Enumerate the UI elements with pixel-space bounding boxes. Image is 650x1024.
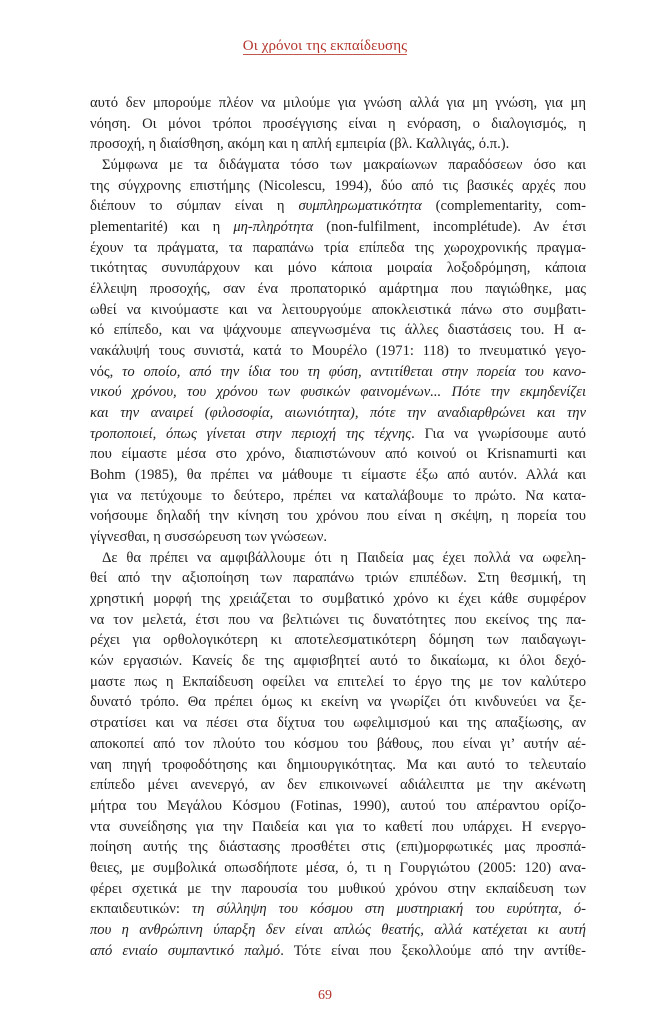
text-run: Σύμφωνα με τα διδάγματα τόσο των μακραίωνων παραδόσεων όσο και [102, 157, 586, 174]
text-line [90, 920, 586, 941]
text-line [90, 341, 586, 362]
text-line [90, 382, 586, 403]
text-line [90, 755, 586, 776]
text-line [90, 837, 586, 858]
text-line [90, 672, 586, 693]
text-run: τικότητας συνυπάρχουν και μόνο κάποια μοιραία λοξοδρόμηση, κάποια [90, 260, 586, 277]
text-run: διέπουν το σύμπαν είναι η [90, 198, 299, 215]
text-run: νόηση. Οι μόνοι τρόποι προσέγγισης είναι η ενόραση, ο διαλογισμός, η [90, 115, 586, 132]
page-number: 69 [318, 988, 332, 1003]
text-run: χρηστική μορφή της χρειάζεται το συμβατικό χρόνο κι έχει κάθε συμφέρον [90, 591, 586, 608]
text-run: . Για να γνωρίσουμε αυτό [411, 425, 586, 442]
text-line [90, 486, 586, 507]
text-line [90, 465, 586, 486]
text-run: να τον μελετά, έτσι που να βελτιώνει τις δυνατότητες που εκείνος της πα- [90, 611, 586, 628]
text-line [90, 320, 586, 341]
text-run: . Τότε είναι που ξεκολλούμε από την αντίθε- [280, 942, 587, 959]
text-run: που είμαστε μέσα στο χρόνο, διαπιστώνουν από κοινού οι Krisnamurti και [90, 446, 586, 463]
text-run: νακάλυψή τους συνιστά, κατά το Μουρέλο (1971: 118) το πνευματικό γεγο- [90, 343, 586, 360]
text-line [90, 899, 586, 920]
text-run: δυνατό τρόπο. Θα πρέπει όμως κι εκείνη να γνωρίζει ότι κινδυνεύει να ξε- [90, 694, 586, 711]
text-line [90, 879, 586, 900]
text-run: ωθεί να κινούμαστε και να λειτουργούμε αποκλειστικά πάνω στο συμβατι- [90, 301, 586, 318]
text-run: αποκοπεί από τον πλούτο του κόσμου του βάθους, που είναι γι’ αυτήν αέ- [90, 735, 586, 752]
text-line [90, 444, 586, 465]
italic-text: νικού χρόνου, του χρόνου των φυσικών φαινομένων... Πότε την εκμηδενίζει [90, 384, 586, 401]
text-run: προσοχή, η διαίσθηση, ακόμη και η απλή εμπειρία (βλ. Καλλιγάς, ό.π.). [90, 136, 510, 153]
text-run: μαστε πως η Εκπαίδευση οφείλει να επιτελεί το έργο της με τον καλύτερο [90, 673, 586, 690]
text-line [90, 217, 586, 238]
text-line [90, 610, 586, 631]
text-line [90, 238, 586, 259]
text-line [90, 134, 586, 155]
text-line [90, 548, 586, 569]
text-line [90, 279, 586, 300]
text-run: στρατίσει και να πέσει στα δίχτυα του ωφελιμισμού και της απαξίωσης, αν [90, 715, 586, 732]
text-line [90, 403, 586, 424]
text-line [90, 114, 586, 135]
italic-text: τροποποιεί, όπως γίνεται στην περιοχή της τέχνης [90, 425, 412, 442]
italic-text: που η ανθρώπινη ύπαρξη δεν είναι απλώς θεατής, αλλά κατέχεται κι αυτή [90, 921, 586, 938]
running-title: Οι χρόνοι της εκπαίδευσης [242, 38, 408, 54]
text-line [90, 196, 586, 217]
text-line [90, 155, 586, 176]
text-run: ρέχει για ορθολογικότερη κι αποτελεσματικότερη δόμηση των παιδαγωγι- [90, 632, 586, 649]
text-line [90, 176, 586, 197]
italic-text: τη σύλληψη του κόσμου στη μυστηριακή του ευρύτητα, ό- [192, 901, 587, 918]
text-run: κών εργασιών. Κανείς δε της αμφισβητεί αυτό το δικαίωμα, κι όλοι δεχό- [90, 653, 586, 670]
text-run: φέρει σχετικά με την παρουσία του μυθικού χρόνου στην εκπαίδευση των [90, 880, 586, 897]
running-header [0, 38, 650, 55]
italic-text: συμπληρωματικότητα [298, 198, 422, 215]
text-line [90, 424, 586, 445]
text-run: νός, [90, 363, 123, 380]
text-run: ντα συνείδησης για την Παιδεία και για το καθετί που υπάρχει. Η ενεργο- [90, 818, 586, 835]
body-text [90, 93, 586, 961]
text-line [90, 796, 586, 817]
text-line [90, 93, 586, 114]
text-run: της σύγχρονης επιστήμης (Nicolescu, 1994), δύο από τις βασικές αρχές που [90, 177, 586, 194]
text-run: plementarité) και η [90, 219, 234, 236]
text-line [90, 630, 586, 651]
text-run: για να πετύχουμε το δεύτερο, πρέπει να καταλάβουμε το πρώτο. Να κατα- [90, 487, 586, 504]
text-line [90, 300, 586, 321]
text-run: έλλειψη προσοχής, σαν ένα προπατορικό αμάρτημα που παγιώθηκε, μας [90, 281, 586, 298]
text-line [90, 817, 586, 838]
italic-text: το οποίο, από την ίδια του τη φύση, αντιτίθεται στην πορεία του κανο- [122, 363, 586, 380]
text-run: νοήσουμε δηλαδή την κίνηση του χρόνου που είναι η σκέψη, η πορεία του [90, 508, 586, 525]
text-run: Δε θα πρέπει να αμφιβάλλουμε ότι η Παιδεία μας έχει πολλά να ωφελη- [102, 549, 586, 566]
text-run: έχουν τα πράγματα, τα παραπάνω τρία επίπεδα της χωροχρονικής πραγμα- [90, 239, 586, 256]
text-line [90, 775, 586, 796]
text-line [90, 692, 586, 713]
text-run: κό επίπεδο, και να ψάχνουμε απεγνωσμένα τις άλλες διαστάσεις του. Η α- [90, 322, 586, 339]
text-run: γίγνεσθαι, η συσσώρευση των γνώσεων. [90, 529, 327, 546]
text-run: εκπαιδευτικών: [90, 901, 193, 918]
text-run: επίπεδο μένει ανενεργό, αν δεν επικοινωνεί αδιάλειπτα με την ακένωτη [90, 777, 586, 794]
text-line [90, 734, 586, 755]
italic-text: από ενιαίο συμπαντικό παλμό [90, 942, 281, 959]
text-run: μήτρα του Μεγάλου Κόσμου (Fotinas, 1990), αυτού του απέραντου ορίζο- [90, 797, 586, 814]
text-line [90, 527, 586, 548]
text-run: (non-fulfilment, incomplétude). Αν έτσι [313, 219, 586, 236]
text-run: ναη πηγή τροφοδότησης και δημιουργικότητας. Μα και αυτό το τελευταίο [90, 756, 586, 773]
text-line [90, 941, 586, 962]
text-line [90, 506, 586, 527]
text-run: θεί από την αξιοποίηση των παραπάνω τριών επιπέδων. Στη θεσμική, τη [90, 570, 586, 587]
text-run: (complementarity, com- [421, 198, 586, 215]
text-run: θειες, με συμβολικά οπωσδήποτε μέσα, ό, τι η Γουργιώτου (2005: 120) ανα- [90, 859, 586, 876]
text-line [90, 713, 586, 734]
text-line [90, 651, 586, 672]
text-line [90, 858, 586, 879]
text-run: Bohm (1985), θα πρέπει να μάθουμε τι είμαστε έξω από αυτόν. Αλλά και [90, 467, 586, 484]
text-line [90, 568, 586, 589]
italic-text: και την αναιρεί (φιλοσοφία, αιωνιότητα), πότε την αναδιαρθρώνει και την [90, 405, 586, 422]
text-line [90, 258, 586, 279]
text-line [90, 589, 586, 610]
text-run: αυτό δεν μπορούμε πλέον να μιλούμε για γνώση αλλά για μη γνώση, για μη [90, 95, 586, 111]
text-line [90, 362, 586, 383]
text-run: ποίηση αυτής της διάστασης προσθέτει στις (επι)μορφωτικές μας προσπά- [90, 839, 586, 856]
italic-text: μη-πληρότητα [233, 219, 314, 236]
